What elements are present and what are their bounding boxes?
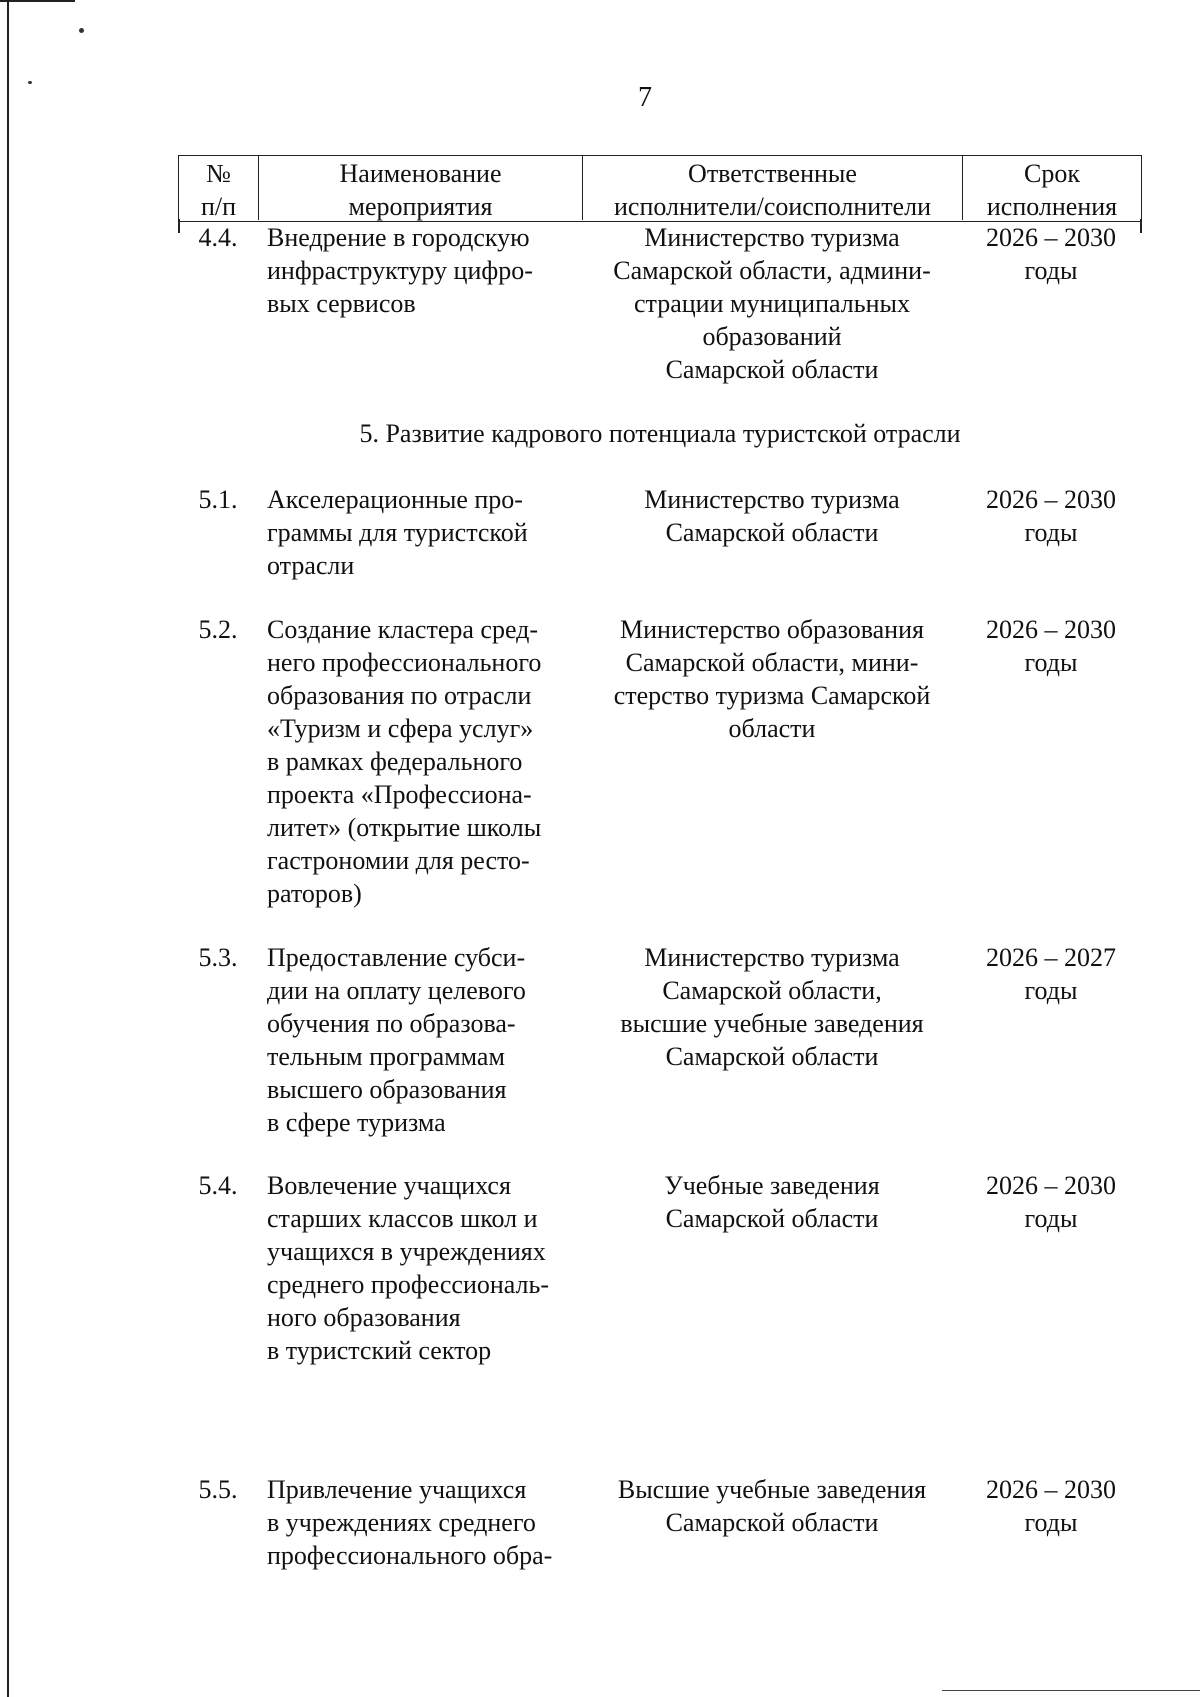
row-term: 2026 – 2030 годы bbox=[986, 1475, 1116, 1537]
row-term: 2026 – 2030 годы bbox=[986, 223, 1116, 285]
header-num: № п/п bbox=[179, 156, 259, 220]
row-name: Внедрение в городскую инфраструктуру цифро- вых сервисов bbox=[267, 223, 533, 318]
row-name: Предоставление субси- дии на оплату целевого обучения по образова- тельным программам высшего образования в сфере туризма bbox=[267, 943, 526, 1137]
row-number: 5.5. bbox=[198, 1475, 238, 1504]
row-number: 5.4. bbox=[198, 1171, 238, 1200]
row-responsible: Министерство туризма Самарской области, админи- страции муниципальных образований Самарской области bbox=[613, 223, 931, 384]
scan-top-line bbox=[0, 0, 75, 2]
row-term: 2026 – 2027 годы bbox=[986, 943, 1116, 1005]
header-responsible: Ответственные исполнители/соисполнители bbox=[583, 156, 963, 220]
row-number: 5.3. bbox=[198, 943, 238, 972]
row-term: 2026 – 2030 годы bbox=[986, 615, 1116, 677]
header-name: Наименование мероприятия bbox=[259, 156, 583, 220]
row-term: 2026 – 2030 годы bbox=[986, 485, 1116, 547]
row-responsible: Министерство туризма Самарской области, высшие учебные заведения Самарской области bbox=[620, 943, 924, 1071]
row-number: 5.1. bbox=[198, 485, 238, 514]
row-responsible: Министерство туризма Самарской области bbox=[644, 485, 900, 547]
row-term: 2026 – 2030 годы bbox=[986, 1171, 1116, 1233]
section-heading: 5. Развитие кадрового потенциала туристской отрасли bbox=[359, 419, 961, 448]
page-number: 7 bbox=[638, 82, 652, 113]
row-responsible: Учебные заведения Самарской области bbox=[664, 1171, 880, 1233]
plan-table bbox=[178, 155, 1142, 1570]
table-header bbox=[178, 155, 1142, 222]
row-name: Вовлечение учащихся старших классов школ и учащихся в учреждениях среднего профессиональ- ного образования в туристский сектор bbox=[267, 1171, 550, 1365]
row-responsible: Высшие учебные заведения Самарской области bbox=[617, 1475, 927, 1537]
scan-speck bbox=[79, 28, 84, 33]
row-name: Привлечение учащихся в учреждениях среднего профессионального обра- bbox=[267, 1475, 553, 1570]
row-number: 5.2. bbox=[198, 615, 238, 644]
scan-bottom-line bbox=[942, 1690, 1200, 1691]
column-divider bbox=[1140, 219, 1142, 233]
row-name: Акселерационные про- граммы для туристской отрасли bbox=[267, 485, 528, 580]
scan-left-border bbox=[7, 0, 9, 1697]
row-name: Создание кластера сред- него профессионального образования по отрасли «Туризм и сфера услуг» в рамках федерального проекта «Профессиона- литет» (открытие школы гастрономии для ресто- раторов) bbox=[267, 615, 542, 908]
header-term: Срок исполнения bbox=[986, 159, 1118, 221]
row-responsible: Министерство образования Самарской области, мини- стерство туризма Самарской области bbox=[613, 615, 931, 743]
row-number: 4.4. bbox=[198, 223, 238, 252]
